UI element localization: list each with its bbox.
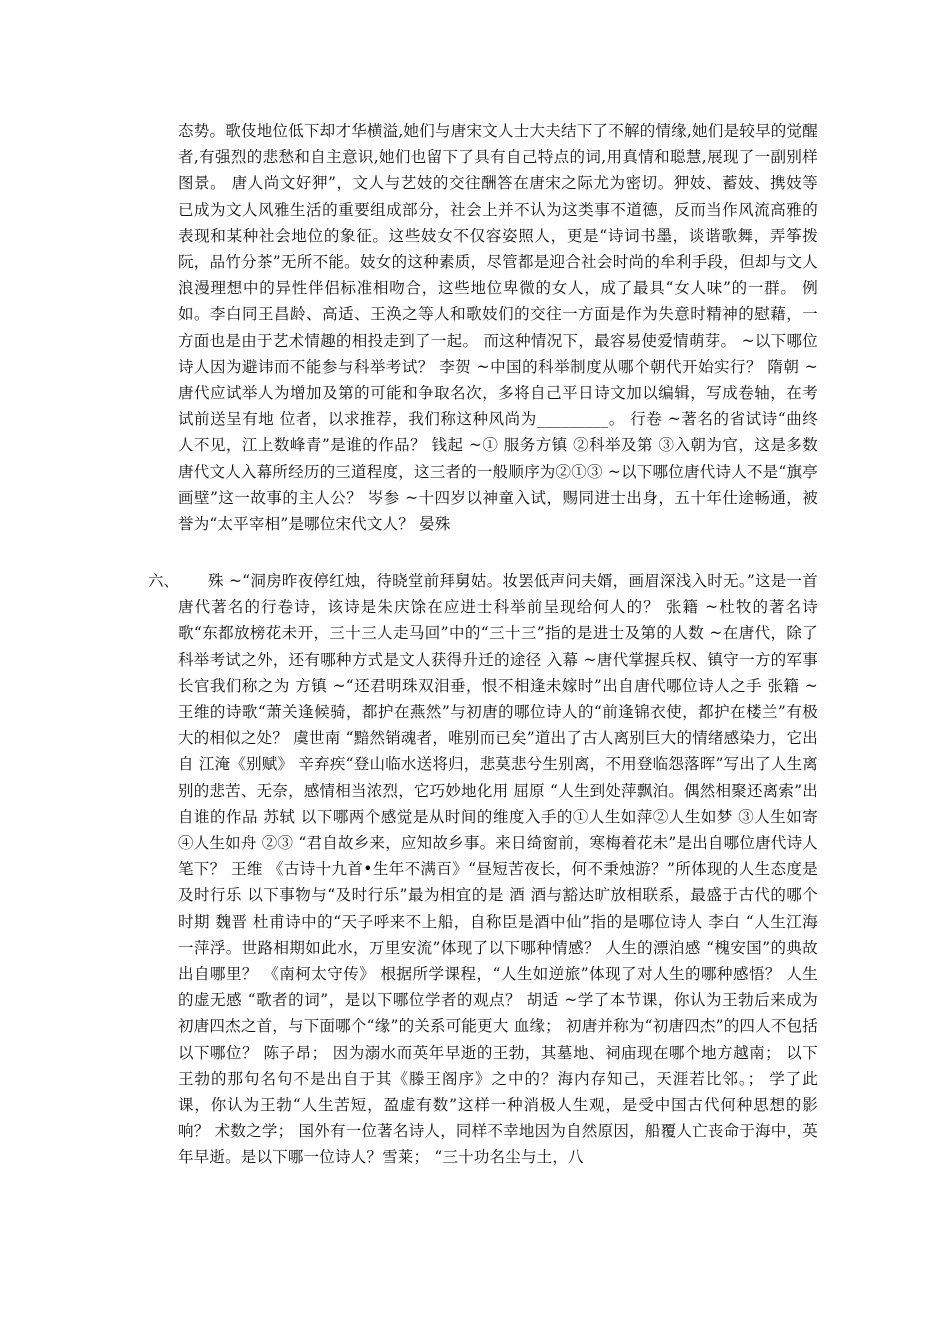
section-number: 六、 <box>148 572 180 590</box>
body-paragraph-2: 殊 ~“洞房昨夜停红烛，待晓堂前拜舅姑。妆罢低声问夫婿，画眉深浅入时无。”这是一首唐代著名的行卷诗，该诗是朱庆馀在应进士科举前呈现给何人的？ 张籍 ~杜牧的著名诗歌“东都放榜花未开，三十三人走马回”中的“三十三”指的是进士及第的人数 ~在唐代，除了科举考试之外，还有哪种方式是文人获得升迁的途径 入幕 ~唐代掌握兵权、镇守一方的军事长官我们称之为 方镇 ~“还君明珠双泪垂，恨不相逢未嫁时”出自唐代哪位诗人之手 张籍 ~王维的诗歌“萧关逢候骑，都护在燕然”与初唐的哪位诗人的“前逢锦衣使，都护在楼兰”有极大的相似之处？ 虞世南 “黯然销魂者，唯别而已矣”道出了古人离别巨大的情绪感染力，它出自 江淹《别赋》 辛弃疾“登山临水送将归，悲莫悲兮生别离，不用登临怨落晖”写出了人生离别的悲苦、无奈，感情相当浓烈，它巧妙地化用 屈原 “人生到处萍飘泊。偶然相聚还离索”出自谁的作品 苏轼 以下哪两个感觉是从时间的维度入手的①人生如萍②人生如梦 ③人生如寄 ④人生如舟 ②③ “君自故乡来，应知故乡事。来日绮窗前，寒梅着花未”是出自哪位唐代诗人笔下？ 王维 《古诗十九首•生年不满百》“昼短苦夜长，何不秉烛游？”所体现的人生态度是 及时行乐 以下事物与“及时行乐”最为相宜的是 酒 酒与豁达旷放相联系，最盛于古代的哪个时期 魏晋 杜甫诗中的“天子呼来不上船，自称臣是酒中仙”指的是哪位诗人 李白 “人生江海一萍浮。世路相期如此水，万里安流”体现了以下哪种情感？ 人生的漂泊感 “槐安国”的典故出自哪里？ 《南柯太守传》 根据所学课程，“人生如逆旅”体现了对人生的哪种感悟？ 人生的虚无感 “歌者的词”，是以下哪位学者的观点？ 胡适 ~学了本节课，你认为王勃后来成为初唐四杰之首，与下面哪个“缘”的关系可能更大 血缘； 初唐并称为“初唐四杰”的四人不包括以下哪位？ 陈子昂； 因为溺水而英年早逝的王勃，其墓地、祠庙现在哪个地方越南； 以下王勃的那句名句不是出自于其《滕王阁序》之中的？海内存知己，天涯若比邻。； 学了此课，你认为王勃“人生苦短，盈虚有数”这样一种消极人生观，是受中国古代何种思想的影响？ 术数之学； 国外有一位著名诗人，同样不幸地因为自然原因，船覆人亡丧命于海中，英年早逝。是以下哪一位诗人？雪莱； “三十功名尘与土，八 <box>178 572 818 1167</box>
body-paragraph-1: 态势。歌伎地位低下却才华横溢,她们与唐宋文人士大夫结下了不解的情缘,她们是较早的觉醒者,有强烈的悲愁和自主意识,她们也留下了具有自己特点的词,用真情和聪慧,展现了一副别样图景。 唐人尚文好狎”，文人与艺妓的交往酬答在唐宋之际尤为密切。狎妓、蓄妓、携妓等已成为文人风雅生活的重要组成部分，社会上并不认为这类事不道德，反而当作风流高雅的表现和某种社会地位的象征。这些妓女不仅容姿照人，更是“诗词书墨，谈谐歌舞，弄筝拨阮，品竹分茶”无所不能。妓女的这种素质，尽管都是迎合社会时尚的牟利手段，但却与文人浪漫理想中的异性伴侣标准相吻合，这些地位卑微的女人，成了最具“女人味”的一群。 例如。李白同王昌龄、高适、王涣之等人和歌妓们的交往一方面是作为失意时精神的慰藉，一方面也是由于艺术情趣的相投走到了一起。 而这种情况下，最容易使爱情萌芽。 ~以下哪位诗人因为避讳而不能参与科举考试？ 李贺 ~中国的科举制度从哪个朝代开始实行？ 隋朝 ~唐代应试举人为增加及第的可能和争取名次，多将自己平日诗文加以编辑，写成卷轴，在考试前送呈有地 位者，以求推荐，我们称这种风尚为_________。 行卷 ~著名的省试诗“曲终人不见，江上数峰青”是谁的作品？ 钱起 ~① 服务方镇 ②科举及第 ③入朝为官，这是多数唐代文人入幕所经历的三道程度，这三者的一般顺序为②①③ ~以下哪位唐代诗人不是“旗亭画壁”这一故事的主人公？ 岑参 ~十四岁以神童入试，赐同进士出身，五十年仕途畅通，被誉为“太平宰相”是哪位宋代文人？ 晏殊 <box>178 122 818 534</box>
